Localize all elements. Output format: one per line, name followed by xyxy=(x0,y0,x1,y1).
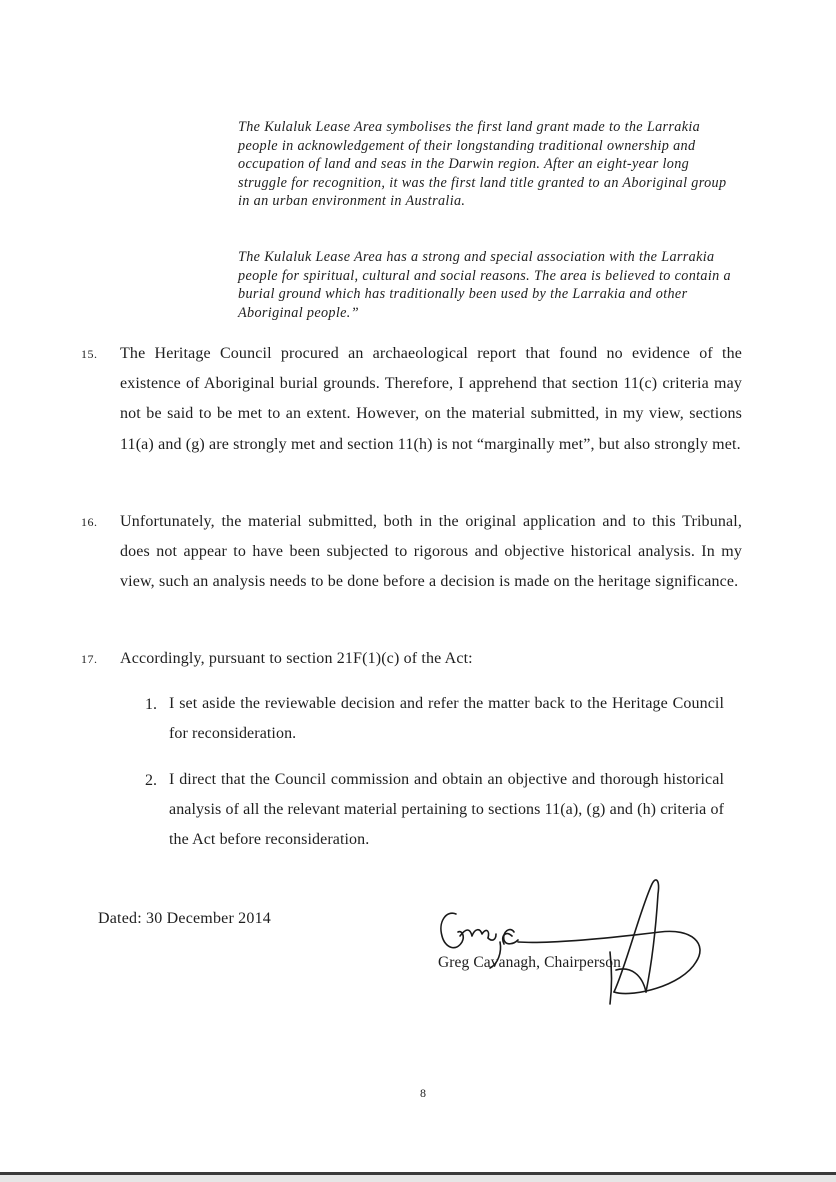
paragraph-17: Accordingly, pursuant to section 21F(1)(c) of the Act: xyxy=(120,650,473,667)
handwritten-signature xyxy=(430,870,720,1010)
paragraph-number-15: 15. xyxy=(81,347,98,361)
paragraph-number-16: 16. xyxy=(81,515,98,529)
page-number: 8 xyxy=(420,1086,426,1100)
quote-paragraph-1: The Kulaluk Lease Area symbolises the first land grant made to the Larrakia people in acknowledgement of their longstanding traditional ownership and occupation of land and seas in the Darwin region. After an eight-year long struggle for recognition, it was the first land title granted to an Aboriginal group in an urban environment in Australia. xyxy=(238,119,727,210)
order-2: I direct that the Council commission and obtain an objective and thorough historical analysis of all the relevant material pertaining to sections 11(a), (g) and (h) criteria of the Act before reconsideration. xyxy=(169,771,724,849)
signatory-name: Greg Cavanagh, Chairperson xyxy=(438,954,621,971)
order-number-1: 1. xyxy=(145,696,157,713)
paragraph-number-17: 17. xyxy=(81,652,98,666)
paragraph-15: The Heritage Council procured an archaeological report that found no evidence of the existence of Aboriginal burial grounds. Therefore, I apprehend that section 11(c) criteria may not be said to be met to an extent. However, on the material submitted, in my view, sections 11(a) and (g) are strongly met and section 11(h) is not “marginally met”, but also strongly met. xyxy=(120,345,742,453)
paragraph-16: Unfortunately, the material submitted, both in the original application and to this Tribunal, does not appear to have been subjected to rigorous and objective historical analysis. In my view, such an analysis needs to be done before a decision is made on the heritage significance. xyxy=(120,513,742,591)
date-line: Dated: 30 December 2014 xyxy=(98,910,271,927)
quote-paragraph-2: The Kulaluk Lease Area has a strong and special association with the Larrakia people for spiritual, cultural and social reasons. The area is believed to contain a burial ground which has traditionally been used by the Larrakia and other Aboriginal people.” xyxy=(238,249,731,321)
scan-edge-shadow xyxy=(0,1175,836,1182)
order-number-2: 2. xyxy=(145,772,157,789)
order-1: I set aside the reviewable decision and refer the matter back to the Heritage Council for reconsideration. xyxy=(169,695,724,743)
